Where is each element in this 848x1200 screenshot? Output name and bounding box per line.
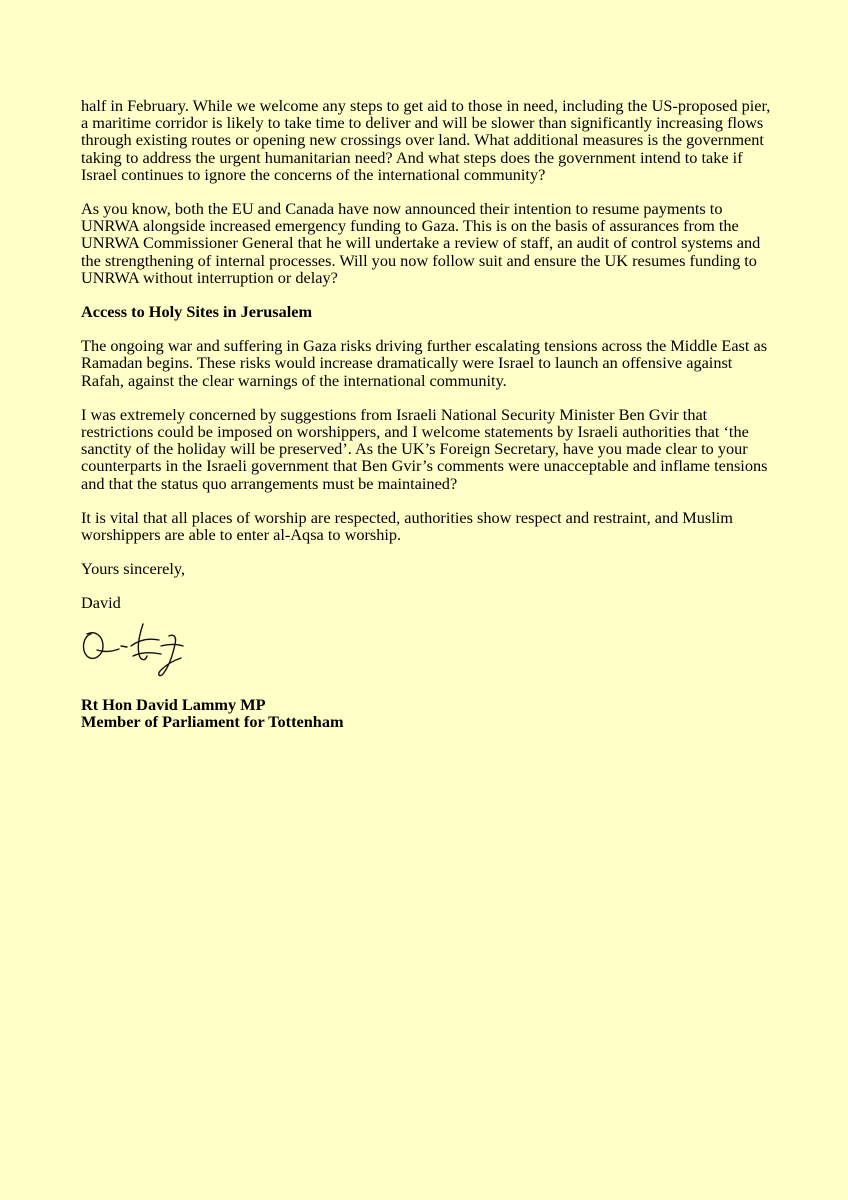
letter-body	[81, 97, 771, 730]
paragraph-tensions: The ongoing war and suffering in Gaza risks driving further escalating tensions across the Middle East as Ramadan begins. These risks would increase dramatically were Israel to launch an offensive against Rafah, against the clear warnings of the international community.	[81, 336, 768, 390]
closing-salutation: Yours sincerely,	[81, 559, 186, 579]
paragraph-worship-restrictions: I was extremely concerned by suggestions from Israeli National Security Minister Ben Gvir that restrictions could be imposed on worshippers, and I welcome statements by Israeli authorities that ‘the sanctity of the holiday will be preserved’. As the UK’s Foreign Secretary, have you made clear to your counterparts in the Israeli government that Ben Gvir’s comments were unacceptable and inflame tensions and that the status quo arrangements must be maintained?	[81, 404, 768, 493]
signer-name: Rt Hon David Lammy MP	[81, 694, 266, 714]
first-name: David	[81, 593, 121, 613]
paragraph-aid-measures: half in February. While we welcome any steps to get aid to those in need, including the US-proposed pier, a maritime corridor is likely to take time to deliver and will be slower than significantly increasing flows through existing routes or opening new crossings over land. What additional measures is the government taking to address the urgent humanitarian need? And what steps does the government intend to take if Israel continues to ignore the concerns of the international community?	[81, 96, 771, 184]
paragraph-unrwa-funding: As you know, both the EU and Canada have now announced their intention to resume payments to UNRWA alongside increased emergency funding to Gaza. This is on the basis of assurances from the UNRWA Commissioner General that he will undertake a review of staff, an audit of control systems and the strengthening of internal processes. Will you now follow suit and ensure the UK resumes funding to UNRWA without interruption or delay?	[81, 199, 761, 287]
signer-title: Member of Parliament for Tottenham	[81, 711, 344, 731]
paragraph-places-of-worship: It is vital that all places of worship are respected, authorities show respect and restraint, and Muslim worshippers are able to enter al-Aqsa to worship.	[81, 507, 733, 545]
signature-block	[81, 696, 771, 730]
section-heading: Access to Holy Sites in Jerusalem	[81, 302, 313, 322]
handwritten-signature	[77, 616, 197, 682]
